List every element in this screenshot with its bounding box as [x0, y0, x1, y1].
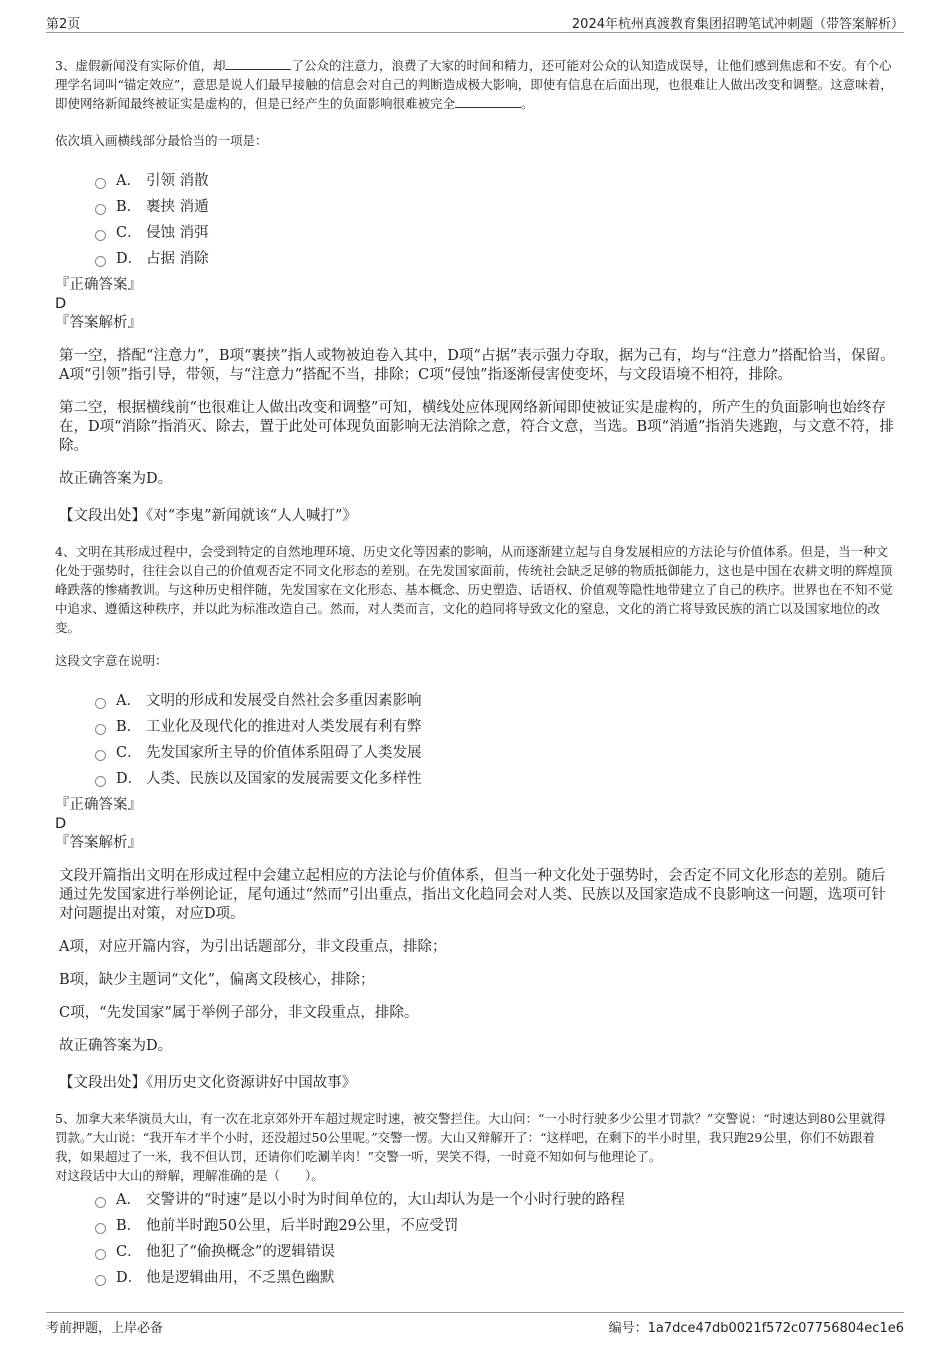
option-c[interactable]: C． 他犯了“偷换概念”的逻辑错误: [95, 1239, 895, 1265]
radio-icon[interactable]: [95, 776, 106, 787]
analysis-label: 『答案解析』: [55, 315, 142, 331]
main-content: [55, 56, 895, 1291]
question-4-options: [95, 688, 895, 792]
radio-icon[interactable]: [95, 698, 106, 709]
analysis-label: 『答案解析』: [55, 835, 142, 851]
option-a[interactable]: A． 交警讲的“时速”是以小时为时间单位的，大山却认为是一个小时行驶的路程: [95, 1187, 895, 1213]
option-c[interactable]: C． 先发国家所主导的价值体系阻碍了人类发展: [95, 740, 895, 766]
analysis-option-c: C项，“先发国家”属于举例子部分，非文段重点，排除。: [59, 1005, 419, 1021]
page-header: [46, 10, 904, 33]
analysis-conclusion: 故正确答案为D。: [59, 471, 173, 487]
option-b[interactable]: B． 工业化及现代化的推进对人类发展有利有弊: [95, 714, 895, 740]
option-b[interactable]: B． 他前半时跑50公里，后半时跑29公里，不应受罚: [95, 1213, 895, 1239]
question-3-prompt: 依次填入画横线部分最恰当的一项是：: [55, 133, 268, 148]
blank-line: [225, 57, 291, 70]
question-5-prompt: 对这段话中大山的辩解，理解准确的是（ ）。: [55, 1168, 324, 1183]
page-footer: [46, 1312, 904, 1335]
radio-icon[interactable]: [95, 204, 106, 215]
question-3-text: 3、虚假新闻没有实际价值，却 了公众的注意力，浪费了大家的时间和精力，还可能对公众的认知造成误导，让他们感到焦虑和不安。有个心理学名词叫“锚定效应”，意思是说人们最早接触的信息会对自己的判断造成极大影响，即使有信息在后面出现，也很难让人做出改变和调整。这意味着，即使网络新闻最终被证实是虚构的，但是已经产生的负面影响很难被完全 。: [55, 58, 893, 111]
question-4-text: 4、文明在其形成过程中，会受到特定的自然地理环境、历史文化等因素的影响，从而逐渐建立起与自身发展相应的方法论与价值体系。但是，当一种文化处于强势时，往往会以自己的价值观否定不同文化形态的差别。在先发国家面前，传统社会缺乏足够的物质抵御能力，这也是中国在农耕文明的辉煌顶峰跌落的惨痛教训。与这种历史相伴随，先发国家在文化形态、基本概念、历史塑造、话语权、价值观等隐性地带建立了自己的秩序。世界也在不知不觉中追求、遵循这种秩序，并以此为标准改造自己。然而，对人类而言，文化的趋同将导致文化的窒息，文化的消亡将导致民族的消亡以及国家地位的改变。: [55, 544, 893, 635]
question-4-prompt: 这段文字意在说明：: [55, 653, 168, 668]
option-a[interactable]: A． 引领 消散: [95, 168, 895, 194]
analysis-conclusion: 故正确答案为D。: [59, 1038, 173, 1054]
source-citation: 【文段出处】《用历史文化资源讲好中国故事》: [59, 1075, 357, 1091]
radio-icon[interactable]: [95, 1275, 106, 1286]
radio-icon[interactable]: [95, 1197, 106, 1208]
analysis-paragraph: 文段开篇指出文明在形成过程中会建立起相应的方法论与价值体系，但当一种文化处于强势时，会否定不同文化形态的差别。随后通过先发国家进行举例论证，尾句通过“然而”引出重点，指出文化趋同会对人类、民族以及国家造成不良影响这一问题，选项可针对问题提出对策，对应D项。: [59, 868, 886, 922]
answer-value: D: [55, 816, 67, 832]
question-5: [55, 1109, 895, 1291]
option-b[interactable]: B． 裹挟 消遁: [95, 194, 895, 220]
analysis-option-a: A项，对应开篇内容，为引出话题部分，非文段重点，排除；: [59, 939, 447, 955]
analysis-option-b: B项，缺少主题词“文化”，偏离文段核心，排除；: [59, 972, 375, 988]
analysis-paragraph: 第一空，搭配“注意力”，B项“裹挟”指人或物被迫卷入其中，D项“占据”表示强力夺取，据为己有，均与“注意力”搭配恰当，保留。A项“引领”指引导，带领，与“注意力”搭配不当，排除；C项“侵蚀”指逐渐侵害使变坏，与文段语境不相符，排除。: [59, 348, 895, 383]
footer-slogan: 考前押题，上岸必备: [46, 1321, 164, 1336]
option-d[interactable]: D． 占据 消除: [95, 246, 895, 272]
blank-line: [455, 95, 521, 108]
radio-icon[interactable]: [95, 750, 106, 761]
option-c[interactable]: C． 侵蚀 消弭: [95, 220, 895, 246]
answer-label: 『正确答案』: [55, 797, 142, 813]
document-code: 编号：1a7dce47db0021f572c07756804ec1e6: [608, 1321, 904, 1336]
radio-icon[interactable]: [95, 1249, 106, 1260]
option-d[interactable]: D． 他是逻辑曲用，不乏黑色幽默: [95, 1265, 895, 1291]
answer-label: 『正确答案』: [55, 277, 142, 293]
question-3: [55, 56, 895, 526]
question-5-options: [95, 1187, 895, 1291]
radio-icon[interactable]: [95, 1223, 106, 1234]
radio-icon[interactable]: [95, 256, 106, 267]
option-d[interactable]: D． 人类、民族以及国家的发展需要文化多样性: [95, 766, 895, 792]
question-3-options: [95, 168, 895, 272]
radio-icon[interactable]: [95, 724, 106, 735]
answer-value: D: [55, 296, 67, 312]
radio-icon[interactable]: [95, 230, 106, 241]
document-title: 2024年杭州真渡教育集团招聘笔试冲刺题（带答案解析）: [571, 17, 904, 32]
option-a[interactable]: A． 文明的形成和发展受自然社会多重因素影响: [95, 688, 895, 714]
radio-icon[interactable]: [95, 178, 106, 189]
source-citation: 【文段出处】《对“李鬼”新闻就该“人人喊打”》: [59, 508, 357, 524]
page-number: 第2页: [46, 17, 81, 32]
question-4: [55, 542, 895, 1093]
analysis-paragraph: 第二空，根据横线前“也很难让人做出改变和调整”可知，横线处应体现网络新闻即使被证实是虚构的，所产生的负面影响也始终存在，D项“消除”指消灭、除去，置于此处可体现负面影响无法消除之意，符合文意，当选。B项“消遁”指消失逃跑，与文意不符，排除。: [59, 400, 894, 454]
question-5-text: 5、加拿大来华演员大山，有一次在北京郊外开车超过规定时速，被交警拦住。大山问：“一小时行驶多少公里才罚款？”交警说：“时速达到80公里就得罚款。”大山说：“我开车才半个小时，还没超过50公里呢。”交警一愣。大山又辩解开了：“这样吧，在剩下的半小时里，我只跑29公里，你们不妨跟着我，如果超过了一米，我不但认罚，还请你们吃涮羊肉！”交警一听，哭笑不得，一时竟不知如何与他理论了。: [55, 1111, 886, 1164]
